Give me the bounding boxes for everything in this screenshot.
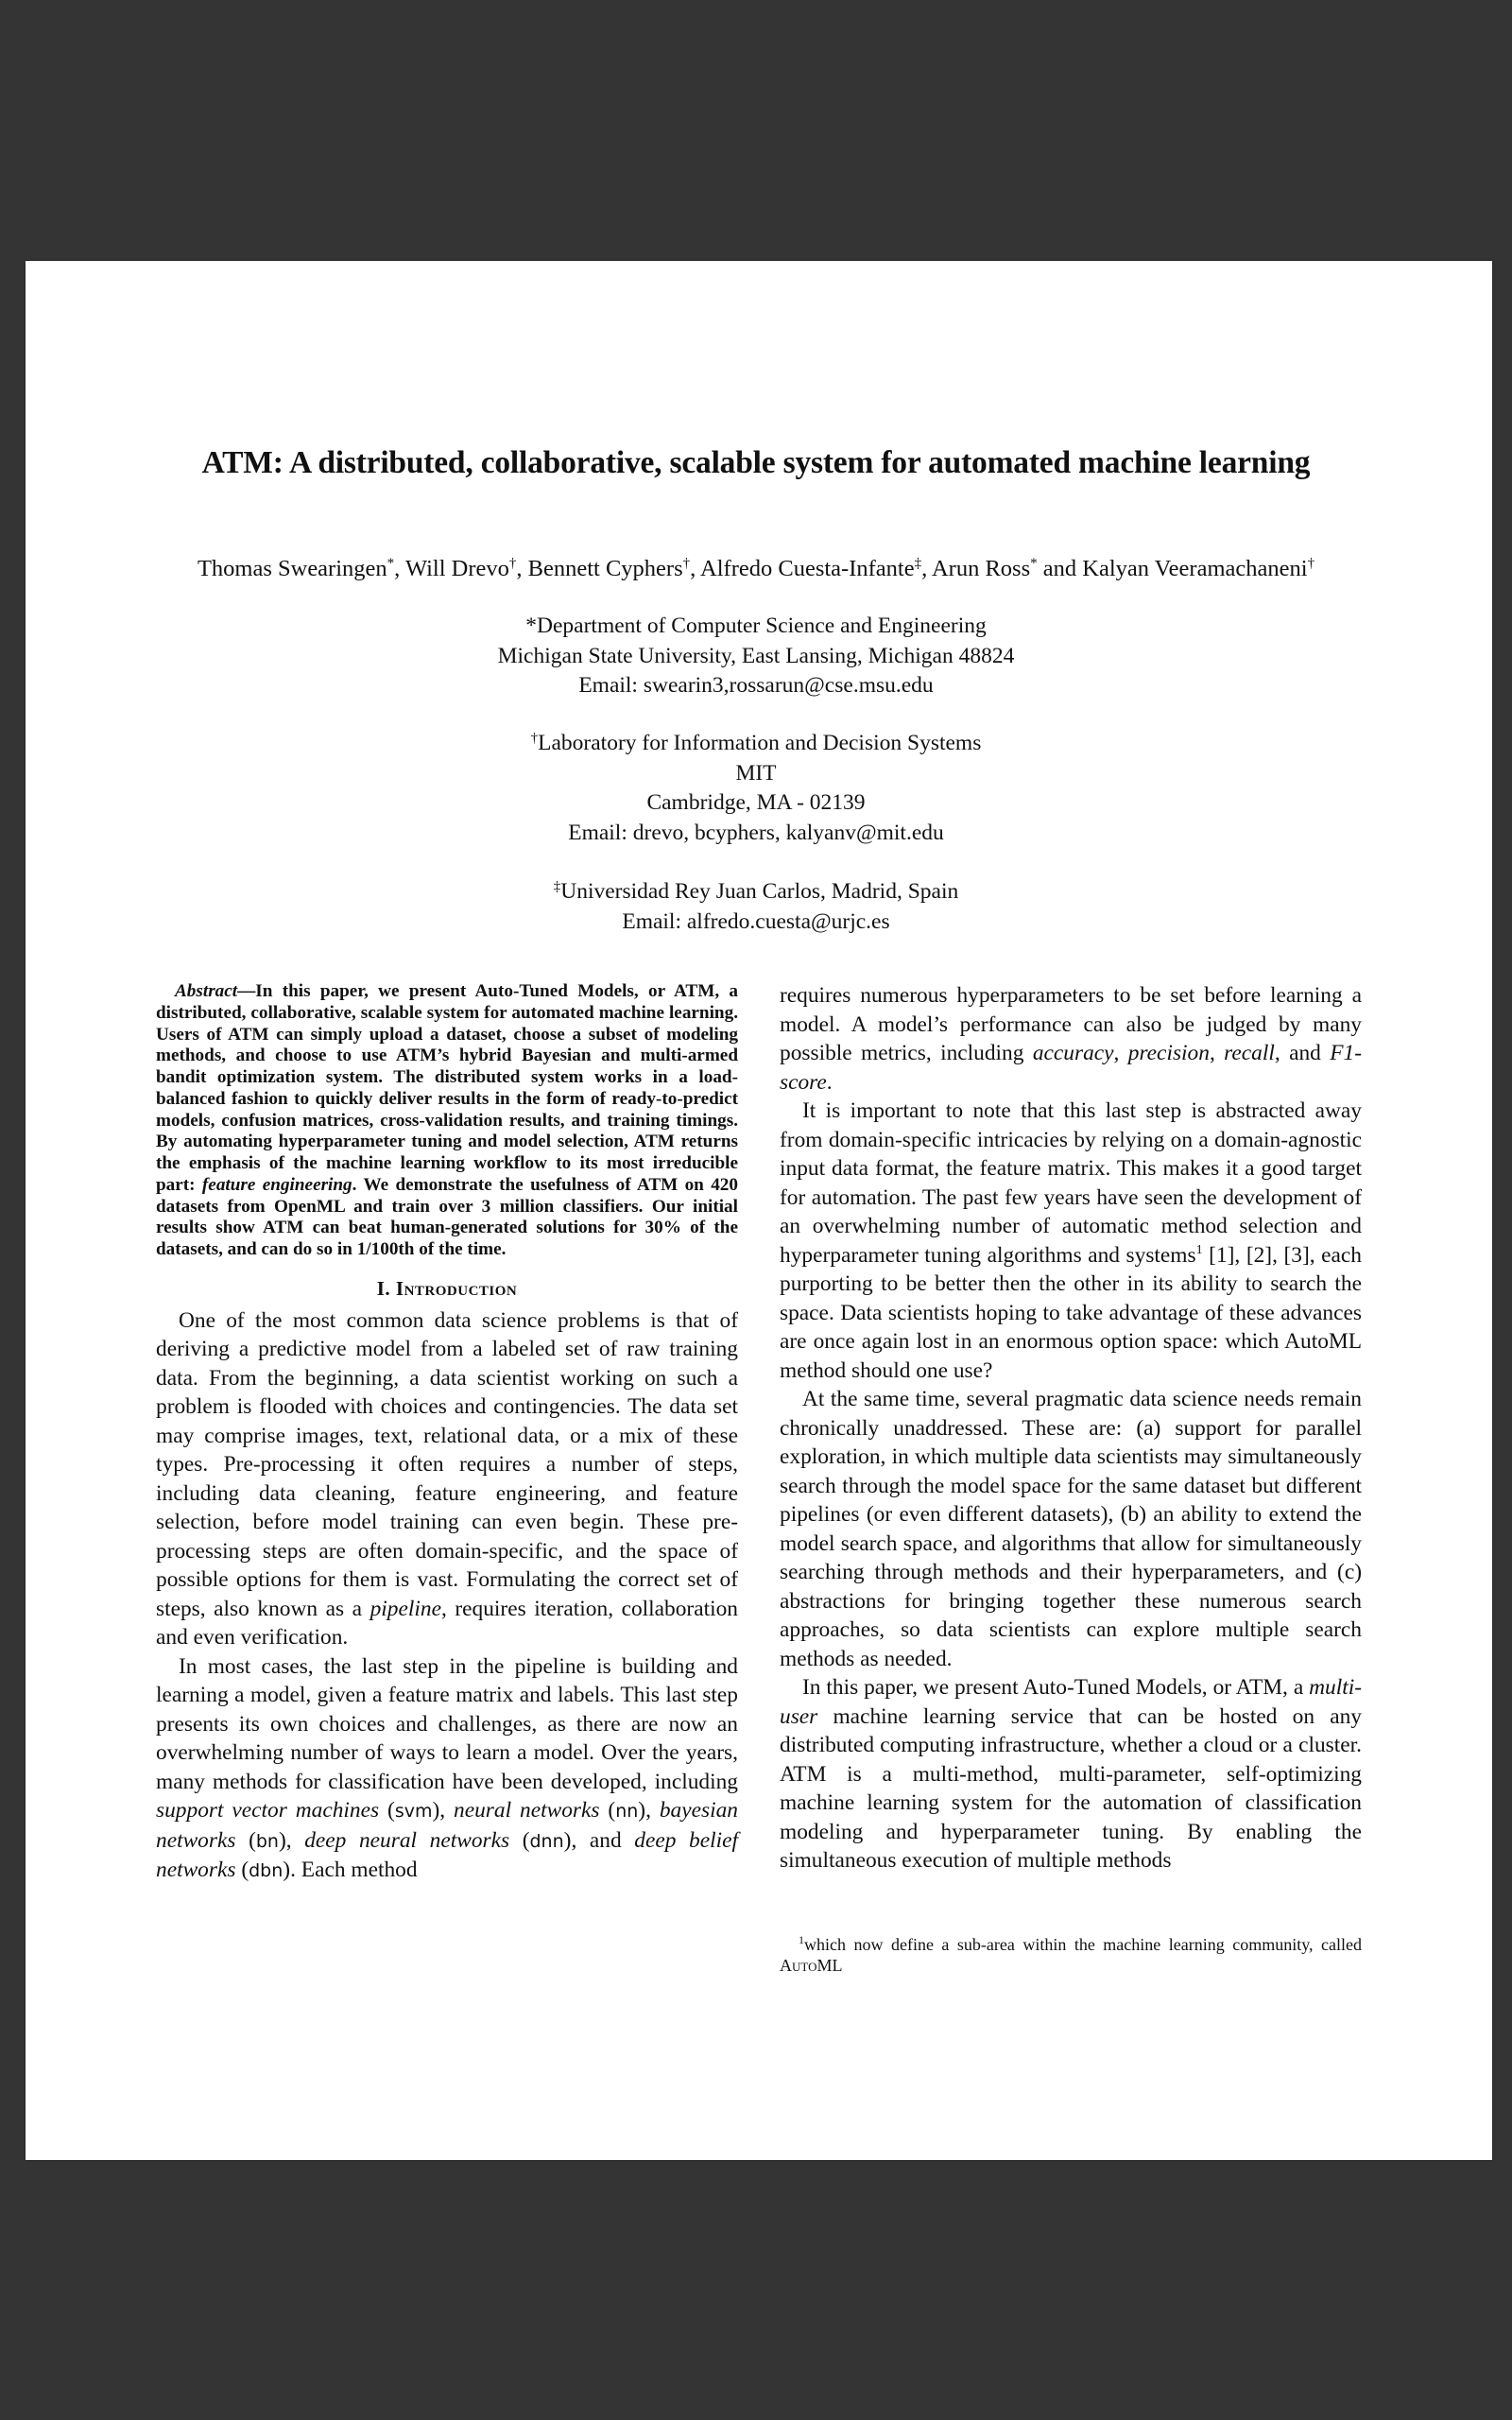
left-column	[156, 981, 738, 1886]
affiliation-line: Laboratory for Information and Decision Systems	[538, 731, 982, 755]
right-column	[780, 981, 1362, 1876]
affiliation-email: Email: alfredo.cuesta@urjc.es	[622, 908, 890, 934]
author-list: Thomas Swearingen*, Will Drevo†, Bennett Cyphers†, Alfredo Cuesta-Infante‡, Arun Ross* and Kalyan Veeramachaneni†	[197, 556, 1315, 581]
affiliation-mark: *	[387, 556, 395, 571]
affiliation-mark: †	[1307, 556, 1315, 571]
footnote: $^1$which now define a sub-area within the machine learning community, called AutoML	[780, 1933, 1362, 1975]
paper-title: ATM: A distributed, collaborative, scalable system for automated machine learning	[201, 445, 1311, 480]
author-name: Kalyan Veeramachaneni	[1082, 556, 1308, 581]
intro-paragraph-4: At the same time, several pragmatic data science needs remain chronically unaddressed. These are: (a) support for parallel exploration, in which multiple data scientists may simultaneously search through the model space for the same dataset but different pipelines (or even different datasets), (b) an ability to extend the model search space, and algorithms that allow for simultaneously searching through methods and their hyperparameters, and (c) abstractions for bringing together these numerous search approaches, so data scientists can explore multiple search methods as needed.	[780, 1387, 1362, 1671]
abstract-label: Abstract	[175, 981, 238, 1001]
affiliation-msu: *Department of Computer Science and Engineering Michigan State University, East Lansing, Michigan 48824 Email: swearin3,rossarun@cse.msu.edu	[0, 612, 1512, 701]
author-name: Will Drevo	[404, 556, 509, 581]
abstract: Abstract—In this paper, we present Auto-Tuned Models, or ATM, a distributed, collaborative, scalable system for automated machine learning. Users of ATM can simply upload a dataset, choose a subset of modeling methods, and choose to use ATM’s hybrid Bayesian and multi-armed bandit optimization system. The distributed system works in a load-balanced fashion to quickly deliver results in the form of ready-to-predict models, confusion matrices, cross-validation results, and training timings. By automating hyperparameter tuning and model selection, ATM returns the emphasis of the machine learning workflow to its most irreducible part: feature engineering. We demonstrate the usefulness of ATM on 420 datasets from OpenML and train over 3 million classifiers. Our initial results show ATM can beat human-generated solutions for 30% of the datasets, and can do so in 1/100th of the time.	[156, 981, 738, 1259]
intro-paragraph-1: One of the most common data science problems is that of deriving a predictive model from a labeled set of raw training data. From the beginning, a data scientist working on such a problem is flooded with choices and contingencies. The data set may comprise images, text, relational data, or a mix of these types. Pre-processing it often requires a number of steps, including data cleaning, feature engineering, and feature selection, before model training can even begin. These pre-processing steps are often domain-specific, and the space of possible options for them is vast. Formulating the correct set of steps, also known as a pipeline, requires iteration, collaboration and even verification.	[156, 1307, 738, 1651]
footnote-ref[interactable]: 1	[1195, 1242, 1203, 1257]
intro-paragraph-3: It is important to note that this last step is abstracted away from domain-specific intricacies by relying on a domain-agnostic input data format, the feature matrix. This makes it a good target for automation. The past few years have seen the development of an overwhelming number of automatic method selection and hyperparameter tuning algorithms and systems$^1$ [1], [2], [3], each purporting to be better then the other in its ability to search the space. Data scientists hoping to take advantage of these advances are once again lost in an enormous option space: which AutoML method should one use?	[780, 1098, 1362, 1383]
author-name: Alfredo Cuesta-Infante	[700, 556, 915, 581]
affiliation-email: Email: drevo, bcyphers, kalyanv@mit.edu	[568, 820, 944, 845]
affiliation-mark: †	[508, 556, 517, 571]
affiliation-line: Universidad Rey Juan Carlos, Madrid, Spain	[560, 879, 959, 904]
affiliation-line: MIT	[735, 760, 777, 786]
affiliation-mark: *	[1030, 556, 1038, 571]
affiliation-email: Email: swearin3,rossarun@cse.msu.edu	[578, 673, 934, 698]
intro-paragraph-2: In most cases, the last step in the pipeline is building and learning a model, given a feature matrix and labels. This last step presents its own choices and challenges, as there are now an overwhelming number of ways to learn a model. Over the years, many methods for classification have been developed, including support vector machines (svm), neural networks (nn), bayesian networks (bn), deep neural networks (dnn), and deep belief networks (dbn). Each method	[156, 1653, 738, 1883]
affiliation-mit: †Laboratory for Information and Decision Systems MIT Cambridge, MA - 02139 Email: drevo, bcyphers, kalyanv@mit.edu	[0, 729, 1512, 848]
affiliation-line: Department of Computer Science and Engineering	[537, 614, 987, 638]
affiliation-urjc: ‡Universidad Rey Juan Carlos, Madrid, Spain Email: alfredo.cuesta@urjc.es	[0, 877, 1512, 937]
footnote-mark: 1	[799, 1933, 804, 1946]
intro-paragraph-continued: requires numerous hyperparameters to be set before learning a model. A model’s performance can also be judged by many possible metrics, including accuracy, precision, recall, and F1-score.	[780, 983, 1362, 1095]
author-name: Arun Ross	[931, 556, 1031, 581]
affiliation-mark: †	[682, 556, 691, 571]
author-name: Thomas Swearingen	[197, 556, 387, 581]
affiliation-line: Michigan State University, East Lansing, Michigan 48824	[497, 643, 1015, 668]
intro-paragraph-5: In this paper, we present Auto-Tuned Models, or ATM, a multi-user machine learning service that can be hosted on any distributed computing infrastructure, whether a cloud or a cluster. ATM is a multi-method, multi-parameter, self-optimizing machine learning system for the automation of classification modeling and hyperparameter tuning. By enabling the simultaneous execution of multiple methods	[780, 1675, 1362, 1873]
affiliation-line: Cambridge, MA - 02139	[646, 790, 866, 815]
section-heading: I. Introduction	[376, 1276, 518, 1300]
footnote-term: AutoML	[780, 1956, 843, 1975]
affiliation-mark: ‡	[914, 556, 922, 571]
author-name: Bennett Cyphers	[527, 556, 683, 581]
